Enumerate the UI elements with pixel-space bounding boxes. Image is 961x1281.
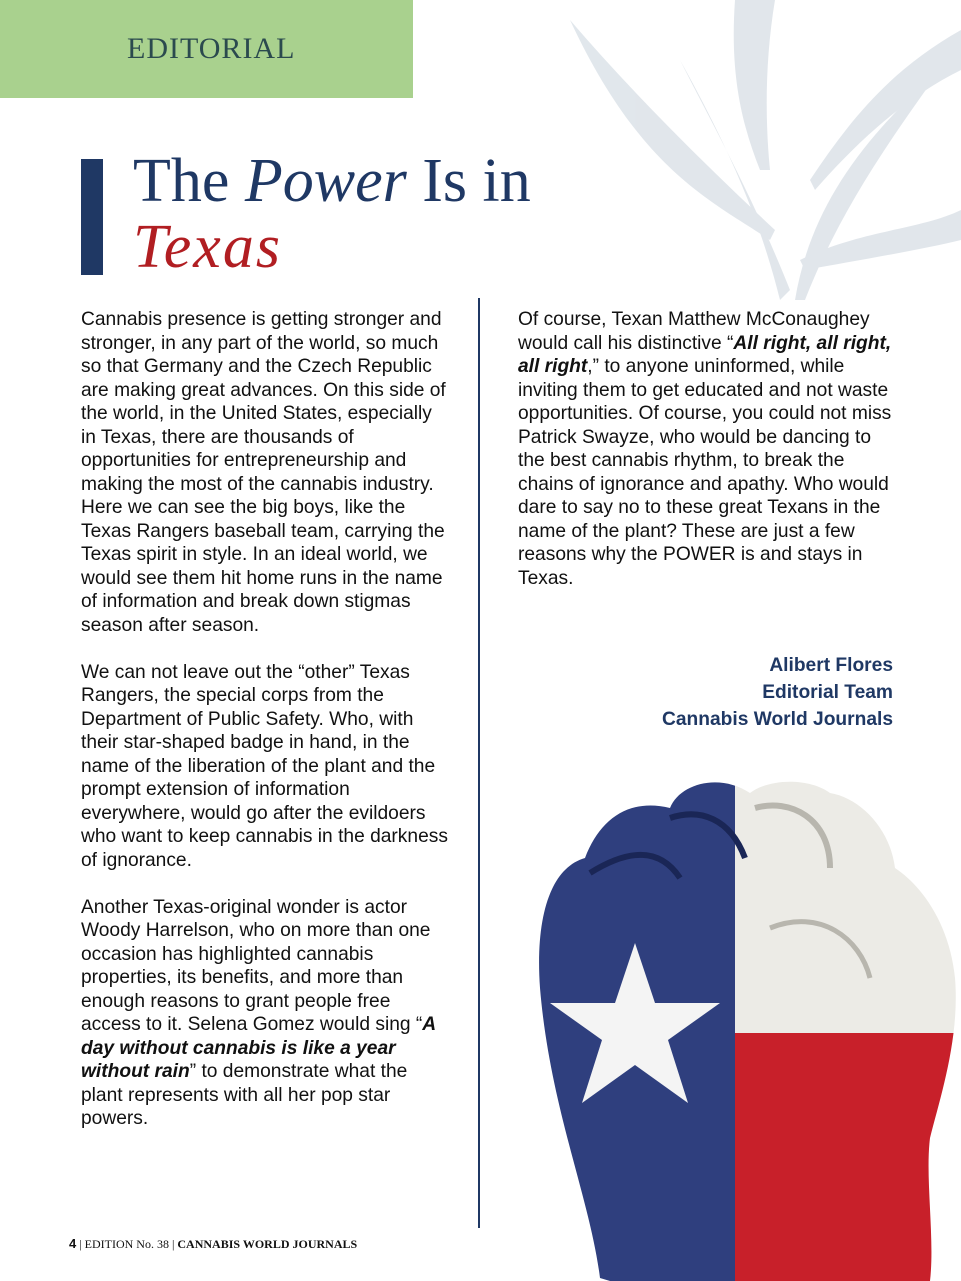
paragraph-1: Cannabis presence is getting stronger and stronger, in any part of the world, so much so that Germany and the Czech Republic are making great advances. On this side of the world, in the United States, especially in Texas, there are thousands of opportunities for entrepreneurship and making the most of the cannabis industry. Here we can see the big boys, like the Texas Rangers baseball team, carrying the Texas spirit in style. In an ideal world, we would see them hit home runs in the name of information and break down stigmas season after season. — [81, 309, 446, 636]
signature — [600, 652, 893, 733]
publication-name: CANNABIS WORLD JOURNALS — [177, 1237, 358, 1251]
title-accent-bar — [81, 159, 103, 275]
paragraph-4-text-b: ,” to anyone uninformed, while inviting them to get educated and not waste opportunities. Of course, you could not miss Patrick Swayze, who would be dancing to the best cannabis rhythm, to break the chains of ignorance and apathy. Who would dare to say no to these great Texans in the name of the plant? These are just a few reasons why the POWER is and stays in Texas. — [518, 356, 892, 589]
title-part1: The — [133, 147, 245, 215]
section-tab — [0, 0, 413, 98]
section-label: EDITORIAL — [127, 32, 296, 65]
title-texas: Texas — [133, 213, 282, 281]
page-number: 4 — [69, 1236, 77, 1251]
column-divider — [478, 298, 480, 1228]
author-org: Cannabis World Journals — [662, 709, 893, 730]
texas-flag-fist-image — [530, 778, 961, 1281]
paragraph-3-text-b: ” to demonstrate what the plant represents with all her pop star powers. — [81, 1061, 408, 1129]
author-team: Editorial Team — [762, 682, 893, 703]
cannabis-leaf-decoration — [560, 0, 961, 300]
title-part2: Is in — [406, 147, 531, 215]
author-name: Alibert Flores — [769, 655, 893, 676]
paragraph-2: We can not leave out the “other” Texas Rangers, the special corps from the Department of Public Safety. Who, with their star-shaped badge in hand, in the name of the liberation of the plant and the prompt extension of information everywhere, would go after the evildoers who want to keep cannabis in the darkness of ignorance. — [81, 661, 448, 871]
right-column — [518, 308, 893, 614]
mcconaughey-quote: All right, all right, all right — [518, 332, 892, 377]
selena-quote: A day without cannabis is like a year without rain — [81, 1014, 436, 1082]
footer-separator-1: | — [76, 1237, 85, 1251]
edition-label: EDITION No. 38 — [84, 1237, 169, 1251]
paragraph-4 — [518, 308, 893, 590]
paragraph-4-text-a: Of course, Texan Matthew McConaughey would call his distinctive “ — [518, 309, 870, 354]
paragraph-3-text-a: Another Texas-original wonder is actor Woody Harrelson, who on more than one occasion has highlighted cannabis properties, its benefits, and more than enough reasons to grant people free access to it. Selena Gomez would sing “ — [81, 896, 431, 1035]
left-column — [81, 308, 451, 1154]
article-title — [133, 148, 531, 280]
title-power: Power — [244, 147, 407, 215]
paragraph-3 — [81, 896, 451, 1131]
page-footer — [69, 1236, 357, 1252]
footer-separator-2: | — [168, 1237, 178, 1251]
